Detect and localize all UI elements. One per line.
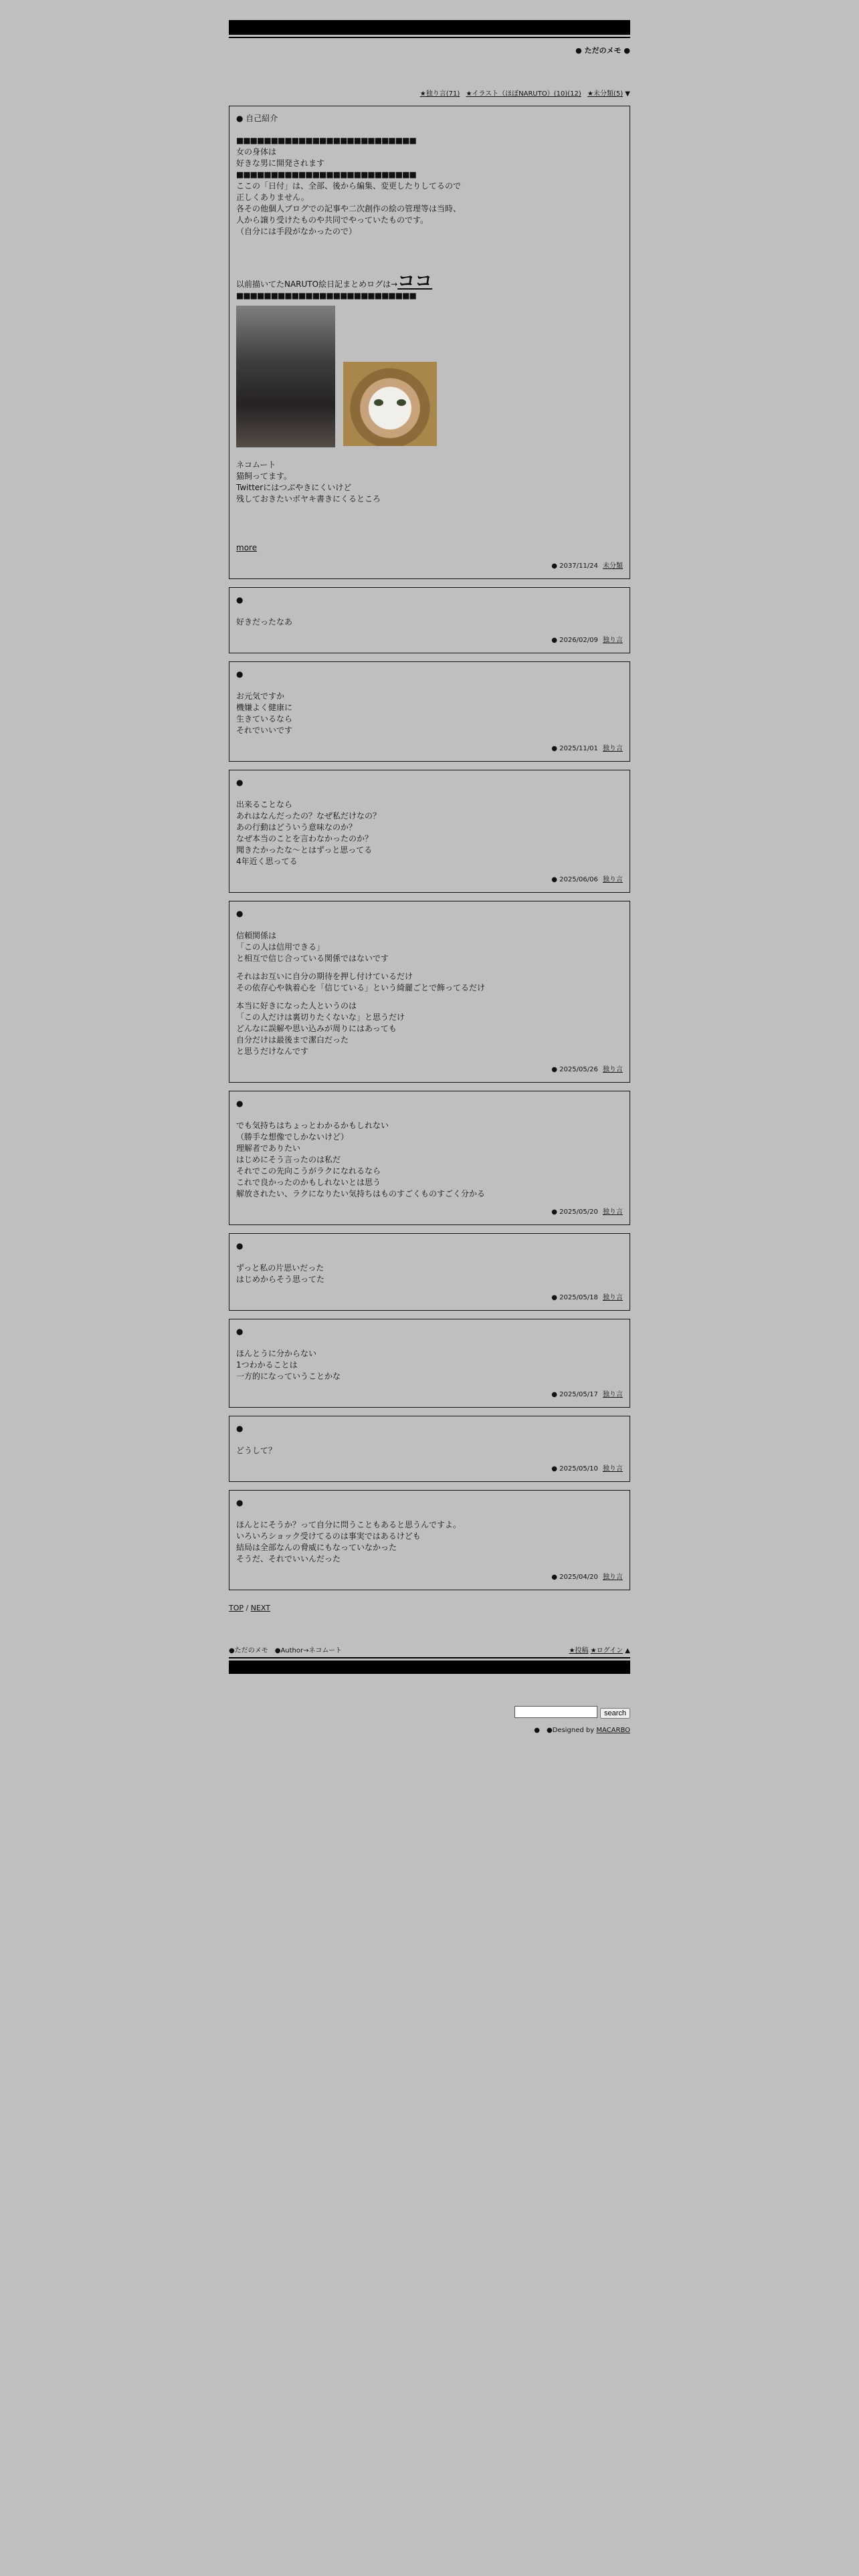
entry-line: 自分だけは最後まで潔白だった [236, 1035, 349, 1045]
footer-credit: ●ただのメモ ●Author→ネコムート [229, 1647, 342, 1654]
post-link[interactable]: ★投稿 [569, 1647, 589, 1654]
entry-line: でも気持ちはちょっとわかるかもしれない [236, 1121, 389, 1130]
entry-footer [236, 635, 623, 646]
entry-footer [236, 1572, 623, 1583]
intro-line: 人から譲り受けたものや共同でやっていたものです。 [236, 215, 429, 225]
search-button[interactable]: search [600, 1708, 630, 1719]
entry-line: 信頼関係は [236, 931, 277, 940]
entry-date: ● 2025/11/01 [551, 745, 598, 752]
cat-eye-right [397, 399, 406, 406]
entry-paragraph [236, 1000, 623, 1057]
entry-line: ほんとうに分からない [236, 1349, 317, 1358]
entry-paragraph [236, 930, 623, 964]
intro-line: Twitterにはつぶやきにくいけど [236, 483, 352, 492]
entry-line: はじめにそう言ったのは私だ [236, 1155, 341, 1164]
entry-mark: ● [236, 669, 244, 679]
entry-line: 機嫌よく健康に [236, 703, 293, 712]
naruto-log-link[interactable]: ココ [397, 272, 433, 292]
designer-link[interactable]: MACARBO [596, 1726, 630, 1734]
intro-line: 正しくありません。 [236, 193, 309, 202]
entry-category-link[interactable]: 独り言 [603, 637, 623, 644]
entry-mark: ● [236, 595, 244, 605]
entry-line: 1つわかることは [236, 1360, 298, 1370]
entry-body [236, 617, 623, 628]
login-link[interactable]: ★ログイン [590, 1647, 624, 1654]
entry-body [236, 1519, 623, 1565]
scroll-up-icon[interactable]: ▲ [625, 1647, 630, 1654]
footer-rule [229, 1657, 630, 1658]
blog-entry [229, 1233, 630, 1311]
entry-date: ● 2025/05/17 [551, 1391, 598, 1398]
intro-line: ここの「日付」は、全部、後から編集、変更したりしてるので [236, 181, 462, 191]
entry-line: ずっと私の片思いだった [236, 1263, 324, 1273]
entry-line: 「この人は信用できる」 [236, 942, 325, 952]
cat-eye-left [374, 399, 383, 406]
intro-line: 女の身体は [236, 147, 277, 156]
pager-separator: / [244, 1604, 251, 1612]
entry-date: ● 2025/05/26 [551, 1066, 598, 1073]
entry-line: これで良かったのかもしれないとは思う [236, 1178, 381, 1187]
entry-date: ● 2025/05/20 [551, 1208, 598, 1216]
entry-category-link[interactable]: 独り言 [603, 1066, 623, 1073]
entry-line: （勝手な想像でしかないけど） [236, 1132, 349, 1142]
entry-line: それでいいです [236, 726, 293, 735]
pager [229, 1604, 630, 1612]
page [229, 20, 630, 1734]
footer-bar [229, 1660, 630, 1674]
entry-category-link[interactable]: 独り言 [603, 745, 623, 752]
entry-line: ほんとにそうか？って自分に問うこともあると思うんですよ。 [236, 1520, 462, 1529]
entry-line: 聞きたかったな～とはずっと思ってる [236, 845, 373, 855]
intro-line: （自分には手段がなかったので） [236, 227, 357, 236]
pager-next-link[interactable]: NEXT [250, 1604, 270, 1612]
entry-body [236, 1120, 623, 1200]
scroll-down-icon[interactable]: ▼ [625, 90, 630, 98]
intro-line: 残しておきたいボヤキ書きにくるところ [236, 494, 381, 504]
entry-line: どうして？ [236, 1446, 277, 1455]
entry-line: と相互で信じ合っている関係ではないです [236, 954, 389, 963]
blog-entry [229, 901, 630, 1083]
entry-body [236, 691, 623, 736]
entry-footer [236, 1064, 623, 1075]
entry-footer [236, 1206, 623, 1218]
entry-category-link[interactable]: 独り言 [603, 1294, 623, 1301]
entry-title: ● 自己紹介 [236, 114, 278, 123]
naruto-log-line: 以前描いてたNARUTO絵日記まとめログは→ココ [236, 272, 433, 292]
more-link[interactable]: more [236, 543, 258, 552]
entry-body [236, 799, 623, 867]
entry-line: 4年近く思ってる [236, 857, 298, 866]
design-credit: ● ●Designed by MACARBO [534, 1726, 630, 1734]
portrait-photo[interactable] [236, 306, 335, 447]
entry-line: それでこの先向こうがラクになれるなら [236, 1166, 381, 1176]
entry-mark: ● [236, 1099, 244, 1108]
entry-mark: ● [236, 778, 244, 787]
entry-mark: ● [236, 1424, 244, 1433]
entry-category-link[interactable]: 独り言 [603, 1391, 623, 1398]
entry-footer [236, 1389, 623, 1400]
entry-category-link[interactable]: 独り言 [603, 1574, 623, 1581]
entry-category-link[interactable]: 独り言 [603, 1465, 623, 1473]
divider-line: ■■■■■■■■■■■■■■■■■■■■■■■■■■ [236, 170, 416, 179]
entry-line: そうだ、それでいいんだった [236, 1554, 341, 1564]
entry-line: はじめからそう思ってた [236, 1275, 325, 1284]
entry-line: 解放されたい、ラクになりたい気持ちはものすごくものすごく分かる [236, 1189, 486, 1198]
blog-entry [229, 1319, 630, 1408]
entry-body [236, 135, 623, 554]
blog-entry [229, 1416, 630, 1482]
entry-category-link[interactable]: 独り言 [603, 1208, 623, 1216]
blog-entry [229, 1091, 630, 1225]
entry-mark: ● [236, 1241, 244, 1251]
entry-footer [236, 560, 623, 572]
search-input[interactable] [514, 1706, 597, 1718]
blog-entry [229, 661, 630, 762]
blog-entry [229, 587, 630, 653]
footer-nav [229, 1644, 630, 1654]
divider-line: ■■■■■■■■■■■■■■■■■■■■■■■■■■ [236, 291, 416, 300]
category-link-illustration[interactable]: ★イラスト（ほぼNARUTO）(10)(12) [466, 90, 581, 98]
footer-links [569, 1644, 630, 1654]
entry-date: ● 2026/02/09 [551, 637, 598, 644]
entry-line: 生きているなら [236, 714, 293, 724]
entry-line: 結局は全部なんの脅威にもなっていなかった [236, 1543, 397, 1552]
photo-area [236, 306, 623, 459]
category-link-uncategorized[interactable]: ★未分類(5) [587, 90, 624, 98]
blog-entry [229, 770, 630, 893]
intro-line: 猫飼ってます。 [236, 471, 292, 481]
entry-body [236, 1263, 623, 1285]
entry-line: 本当に好きになった人というのは [236, 1001, 357, 1010]
entry-footer [236, 743, 623, 754]
intro-entry [229, 106, 630, 579]
blog-entry [229, 1490, 630, 1590]
pager-top-link[interactable]: TOP [229, 1604, 244, 1612]
entry-line: 「この人だけは裏切りたくないな」と思うだけ [236, 1012, 405, 1022]
header-rule [229, 37, 630, 38]
intro-line: 好きな男に開発されます [236, 158, 325, 168]
entry-mark: ● [236, 909, 244, 918]
cat-photo[interactable] [343, 362, 437, 446]
entry-line: あれはなんだったの？なぜ私だけなの？ [236, 811, 381, 821]
search-form [229, 1706, 630, 1719]
entry-body [236, 1348, 623, 1382]
entry-list [229, 587, 630, 1590]
entry-line: いろいろショック受けてるのは事実ではあるけども [236, 1531, 421, 1541]
intro-line: ネコムート [236, 460, 276, 469]
category-link-monologue[interactable]: ★独り言(71) [419, 90, 460, 98]
header-bar [229, 20, 630, 35]
entry-mark: ● [236, 1327, 244, 1336]
entry-mark: ● [236, 1498, 244, 1507]
entry-date: ● 2025/06/06 [551, 876, 598, 883]
entry-line: それはお互いに自分の期待を押し付けているだけ [236, 972, 413, 981]
entry-body [236, 930, 623, 1057]
entry-date: ● 2025/05/10 [551, 1465, 598, 1473]
entry-line: どんなに誤解や思い込みが周りにはあっても [236, 1024, 397, 1033]
entry-line: 理解者でありたい [236, 1144, 301, 1153]
entry-body [236, 1445, 623, 1457]
entry-line: 一方的になっていうことかな [236, 1372, 341, 1381]
entry-line: 好きだったなあ [236, 617, 293, 627]
category-nav [229, 88, 630, 98]
divider-line: ■■■■■■■■■■■■■■■■■■■■■■■■■■ [236, 136, 416, 145]
entry-line: と思うだけなんです [236, 1047, 309, 1056]
intro-line: 各その他個人ブログでの記事や二次創作の絵の管理等は当時、 [236, 204, 462, 213]
entry-line: お元気ですか [236, 691, 285, 701]
entry-line: なぜ本当のことを言わなかったのか？ [236, 834, 373, 843]
entry-line: あの行動はどういう意味なのか？ [236, 823, 357, 832]
entry-date: ● 2037/11/24 [551, 562, 598, 570]
entry-category-link[interactable]: 未分類 [603, 562, 623, 570]
entry-paragraph [236, 971, 623, 994]
site-title[interactable]: ● ただのメモ ● [575, 46, 630, 55]
entry-footer [236, 874, 623, 885]
entry-date: ● 2025/04/20 [551, 1574, 598, 1581]
entry-footer [236, 1463, 623, 1475]
entry-category-link[interactable]: 独り言 [603, 876, 623, 883]
entry-line: その依存心や執着心を「信じている」という綺麗ごとで飾ってるだけ [236, 983, 486, 992]
entry-footer [236, 1292, 623, 1303]
entry-line: 出来ることなら [236, 800, 293, 809]
entry-date: ● 2025/05/18 [551, 1294, 598, 1301]
